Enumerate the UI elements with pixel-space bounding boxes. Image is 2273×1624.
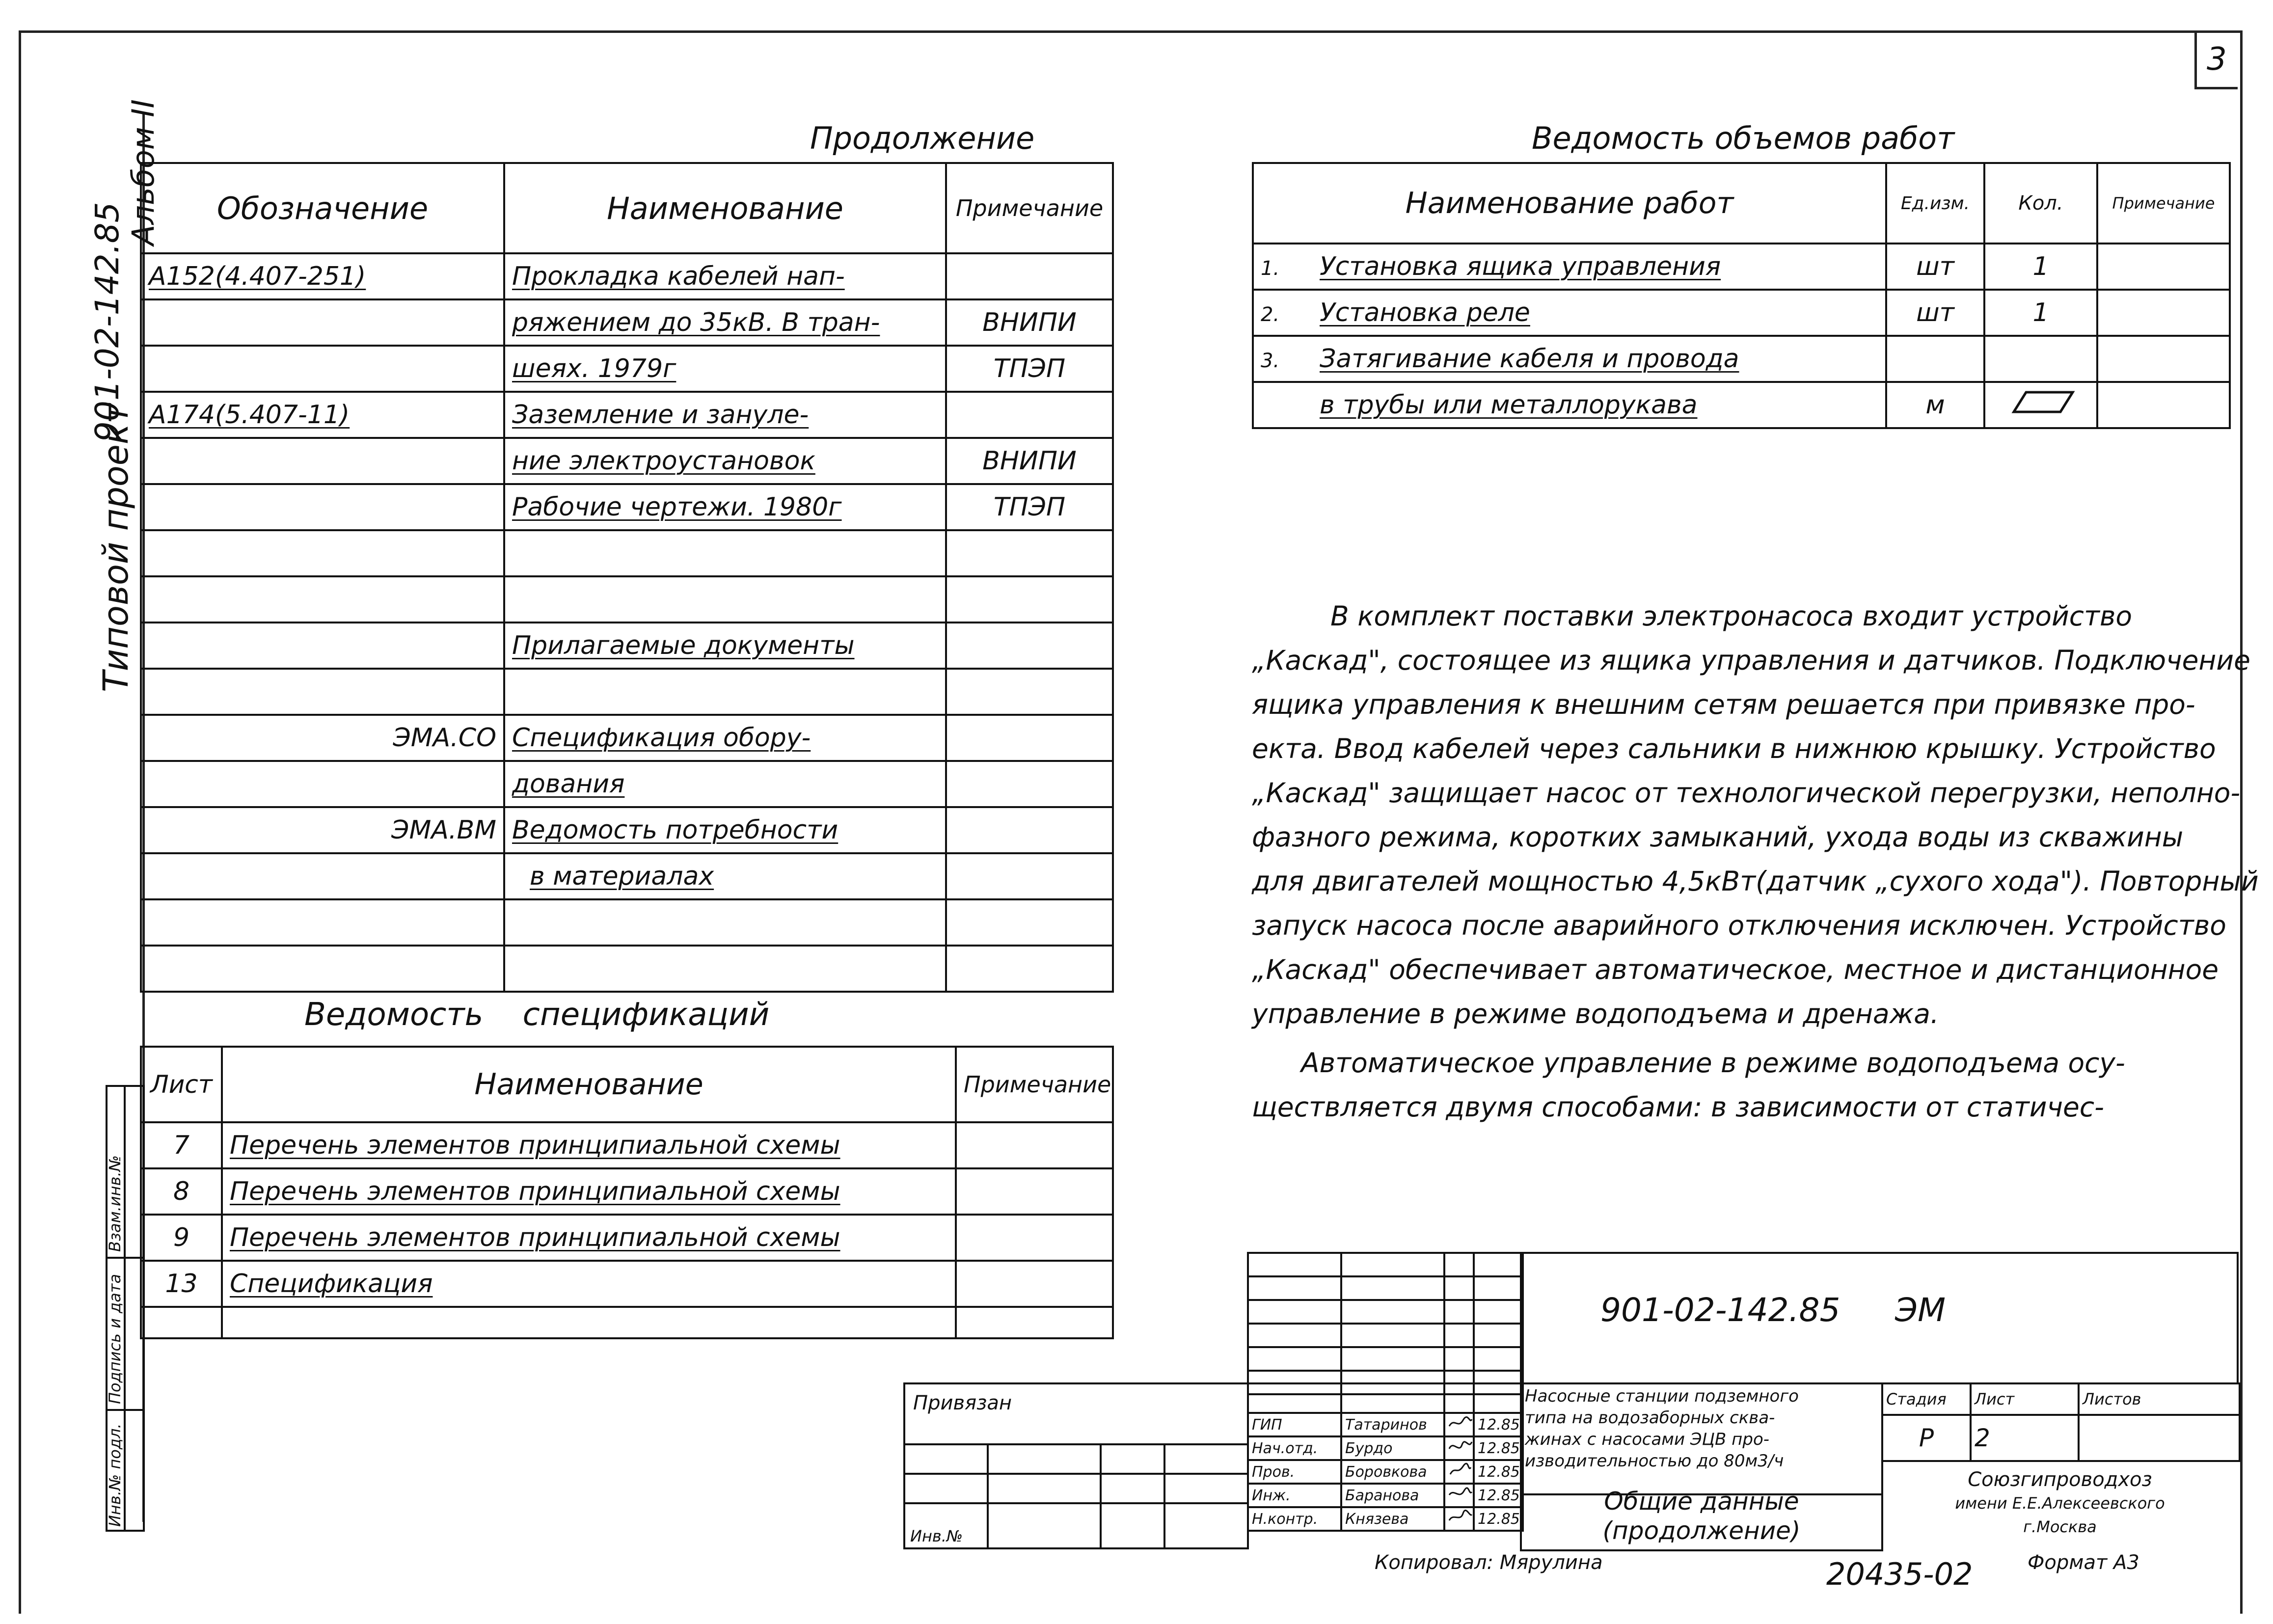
podpis-data-label: Подпись и дата bbox=[106, 1273, 124, 1404]
cell bbox=[141, 392, 504, 438]
left-strip-line bbox=[106, 1409, 145, 1411]
description-line: „Каскад" защищает насос от технологической перегрузки, неполно- bbox=[1252, 777, 2241, 809]
privyazan-label: Привязан bbox=[913, 1392, 1012, 1414]
header-name: Наименование bbox=[504, 163, 946, 253]
table-row bbox=[141, 392, 1113, 438]
section-code: ЭМ bbox=[1895, 1291, 1946, 1329]
organization bbox=[1881, 1468, 2239, 1539]
cell bbox=[1248, 1300, 1341, 1324]
cell bbox=[222, 1168, 956, 1215]
signer-row bbox=[1248, 1413, 1523, 1436]
header-work-name: Наименование работ bbox=[1253, 163, 1886, 244]
signer-name: Боровкова bbox=[1341, 1460, 1444, 1484]
header-unit: Ед.изм. bbox=[1886, 163, 1984, 244]
table-row bbox=[141, 253, 1113, 299]
cell bbox=[1444, 1383, 1474, 1413]
cell bbox=[946, 761, 1113, 807]
table-row bbox=[1248, 1383, 1523, 1413]
cell bbox=[141, 346, 504, 392]
cell: 9 bbox=[141, 1215, 222, 1261]
cell bbox=[1253, 290, 1886, 336]
signature bbox=[1444, 1484, 1474, 1507]
inv-no-label: Инв.№ bbox=[910, 1527, 963, 1545]
table-row bbox=[1253, 244, 2230, 290]
cell: ЭМА.СО bbox=[141, 715, 504, 761]
cell-text: Перечень элементов принципиальной схемы bbox=[230, 1131, 840, 1160]
cell bbox=[222, 1215, 956, 1261]
description-line: ществляется двумя способами: в зависимости от статичес- bbox=[1252, 1091, 2104, 1123]
cell-text: шеях. 1979г bbox=[512, 354, 676, 383]
signature-icon bbox=[1448, 1439, 1473, 1454]
signer-date: 12.85 bbox=[1474, 1460, 1523, 1484]
cell bbox=[1984, 382, 2097, 428]
project-desc-line: Насосные станции подземного bbox=[1525, 1386, 1799, 1406]
cell bbox=[946, 715, 1113, 761]
cell: 8 bbox=[141, 1168, 222, 1215]
cell-text: ние электроустановок bbox=[512, 446, 815, 476]
cell-text: Рабочие чертежи. 1980г bbox=[512, 492, 842, 522]
cell bbox=[2097, 382, 2230, 428]
sheets-value bbox=[2079, 1415, 2240, 1461]
cell bbox=[1248, 1276, 1341, 1300]
table-row bbox=[1248, 1324, 1523, 1347]
cell bbox=[141, 669, 504, 715]
cell bbox=[504, 807, 946, 853]
table-row bbox=[1882, 1383, 2240, 1415]
cell bbox=[956, 1168, 1113, 1215]
description-line: В комплект поставки электронасоса входит устройство bbox=[1330, 600, 2133, 632]
cell bbox=[1341, 1383, 1444, 1413]
stage-label: Стадия bbox=[1882, 1383, 1971, 1415]
cell bbox=[1444, 1347, 1474, 1371]
description-text bbox=[1252, 594, 2259, 1129]
cell bbox=[946, 623, 1113, 669]
cell: м bbox=[1886, 382, 1984, 428]
cell bbox=[1444, 1276, 1474, 1300]
cell: шт bbox=[1886, 244, 1984, 290]
description-line: Автоматическое управление в режиме водоподъема осу- bbox=[1301, 1047, 2125, 1079]
cell bbox=[504, 623, 946, 669]
cell-text: А152(4.407-251) bbox=[149, 262, 366, 291]
cell bbox=[1474, 1383, 1523, 1413]
cell-text: Перечень элементов принципиальной схемы bbox=[230, 1223, 840, 1252]
signer-date: 12.85 bbox=[1474, 1507, 1523, 1531]
privyazan-grid-h bbox=[903, 1502, 1249, 1504]
vzam-inv-label: Взам.инв.№ bbox=[106, 1155, 124, 1252]
stage-table bbox=[1881, 1382, 2241, 1462]
cell bbox=[946, 853, 1113, 899]
cell bbox=[141, 853, 504, 899]
cell bbox=[504, 299, 946, 346]
cell-text: Прилагаемые документы bbox=[512, 631, 855, 660]
cell bbox=[141, 484, 504, 530]
signers-table bbox=[1247, 1382, 1524, 1532]
cell bbox=[1253, 244, 1886, 290]
header-sheet: Лист bbox=[141, 1047, 222, 1122]
organization-line: имени Е.Е.Алексеевского bbox=[1955, 1494, 2165, 1513]
header-designation: Обозначение bbox=[141, 163, 504, 253]
cell bbox=[2097, 290, 2230, 336]
cell-text: Установка реле bbox=[1320, 298, 1530, 327]
signer-role: Н.контр. bbox=[1248, 1507, 1341, 1531]
table-row bbox=[141, 576, 1113, 623]
organization-line: Союзгипроводхоз bbox=[1968, 1468, 2152, 1491]
cell bbox=[1474, 1324, 1523, 1347]
table-row bbox=[141, 299, 1113, 346]
cell: шт bbox=[1886, 290, 1984, 336]
cell-text: А174(5.407-11) bbox=[149, 400, 350, 430]
signer-row bbox=[1248, 1436, 1523, 1460]
continuation-table bbox=[140, 162, 1114, 993]
works-caption: Ведомость объемов работ bbox=[1532, 120, 1955, 156]
cell bbox=[222, 1261, 956, 1307]
signature-icon bbox=[1448, 1415, 1473, 1430]
table-row bbox=[141, 346, 1113, 392]
signer-name: Бурдо bbox=[1341, 1436, 1444, 1460]
stage-value: Р bbox=[1882, 1415, 1971, 1461]
cell: 13 bbox=[141, 1261, 222, 1307]
quantity-scribble-icon bbox=[2004, 387, 2078, 417]
project-desc-line: жинах с насосами ЭЦВ про- bbox=[1525, 1430, 1770, 1449]
cell bbox=[1253, 382, 1886, 428]
table-row bbox=[141, 807, 1113, 853]
signer-row bbox=[1248, 1507, 1523, 1531]
cell bbox=[141, 761, 504, 807]
sheet-title bbox=[1520, 1487, 1883, 1545]
header-qty: Кол. bbox=[1984, 163, 2097, 244]
cell bbox=[141, 299, 504, 346]
cell-text: Заземление и зануле- bbox=[512, 400, 809, 430]
cell bbox=[2097, 336, 2230, 382]
table-row bbox=[1253, 382, 2230, 428]
cell-text: дования bbox=[512, 769, 625, 799]
organization-line: г.Москва bbox=[2023, 1517, 2097, 1536]
row-number: 1. bbox=[1261, 257, 1280, 280]
cell bbox=[141, 576, 504, 623]
description-line: „Каскад", состоящее из ящика управления и датчиков. Подключение bbox=[1252, 645, 2250, 676]
signer-date: 12.85 bbox=[1474, 1436, 1523, 1460]
cell bbox=[141, 899, 504, 946]
inv-podl-label: Инв.№ подл. bbox=[106, 1423, 124, 1527]
table-row bbox=[1253, 290, 2230, 336]
cell bbox=[946, 946, 1113, 992]
signature bbox=[1444, 1436, 1474, 1460]
cell bbox=[946, 530, 1113, 576]
cell-text: ряжением до 35кВ. В тран- bbox=[512, 308, 880, 337]
signature-icon bbox=[1448, 1486, 1473, 1501]
cell bbox=[504, 392, 946, 438]
description-line: запуск насоса после аварийного отключения исключен. Устройство bbox=[1252, 910, 2226, 941]
sheet-label: Лист bbox=[1971, 1383, 2079, 1415]
sheet-title-line: Общие данные bbox=[1604, 1487, 1799, 1516]
cell: ВНИПИ bbox=[946, 438, 1113, 484]
row-number: 2. bbox=[1261, 303, 1280, 326]
signer-row bbox=[1248, 1484, 1523, 1507]
cell bbox=[504, 438, 946, 484]
cell bbox=[504, 715, 946, 761]
doc-code: 901-02-142.85 bbox=[1600, 1291, 1840, 1329]
privyazan-grid-h bbox=[903, 1443, 1249, 1445]
left-strip-line bbox=[106, 1257, 145, 1259]
cell-text: в материалах bbox=[530, 862, 714, 891]
cell-text: Перечень элементов принципиальной схемы bbox=[230, 1177, 840, 1206]
cell bbox=[1444, 1253, 1474, 1276]
cell: ВНИПИ bbox=[946, 299, 1113, 346]
change-registry-upper bbox=[1247, 1252, 1524, 1395]
page-number: 3 bbox=[2207, 41, 2227, 78]
table-row bbox=[141, 623, 1113, 669]
header-note: Примечание bbox=[2097, 163, 2230, 244]
cell-text: Затягивание кабеля и провода bbox=[1320, 344, 1739, 374]
cell bbox=[504, 484, 946, 530]
description-line: ящика управления к внешним сетям решается при привязке про- bbox=[1252, 689, 2195, 720]
table-row bbox=[1882, 1415, 2240, 1461]
cell-text: Спецификация bbox=[230, 1269, 433, 1299]
table-row bbox=[1248, 1347, 1523, 1371]
cell bbox=[946, 392, 1113, 438]
cell bbox=[1341, 1347, 1444, 1371]
cell bbox=[1341, 1324, 1444, 1347]
cell bbox=[1444, 1324, 1474, 1347]
cell bbox=[1341, 1276, 1444, 1300]
signature-icon bbox=[1448, 1462, 1473, 1477]
cell bbox=[1474, 1347, 1523, 1371]
cell bbox=[1341, 1253, 1444, 1276]
table-row bbox=[1248, 1276, 1523, 1300]
cell: ЭМА.ВМ bbox=[141, 807, 504, 853]
cell bbox=[1253, 336, 1886, 382]
table-row bbox=[141, 530, 1113, 576]
cell bbox=[141, 946, 504, 992]
header-note: Примечание bbox=[956, 1047, 1113, 1122]
cell bbox=[1248, 1383, 1341, 1413]
cell bbox=[504, 669, 946, 715]
cell bbox=[141, 623, 504, 669]
spec-caption: Ведомость спецификаций bbox=[304, 997, 770, 1033]
project-desc-line: изводительностью до 80м3/ч bbox=[1525, 1451, 1784, 1471]
signer-role: Инж. bbox=[1248, 1484, 1341, 1507]
continuation-caption: Продолжение bbox=[810, 120, 1035, 156]
privyazan-grid-v bbox=[1100, 1443, 1102, 1549]
table-row bbox=[141, 715, 1113, 761]
cell bbox=[946, 807, 1113, 853]
cell bbox=[504, 253, 946, 299]
signature-icon bbox=[1448, 1510, 1473, 1524]
table-row bbox=[141, 438, 1113, 484]
table-row bbox=[1248, 1253, 1523, 1276]
cell bbox=[222, 1307, 956, 1338]
signature bbox=[1444, 1460, 1474, 1484]
side-album: Альбом II bbox=[125, 99, 161, 245]
table-row bbox=[141, 1122, 1113, 1168]
header-name: Наименование bbox=[222, 1047, 956, 1122]
cell bbox=[2097, 244, 2230, 290]
cell bbox=[1444, 1300, 1474, 1324]
cell: 7 bbox=[141, 1122, 222, 1168]
cell bbox=[1341, 1300, 1444, 1324]
table-row bbox=[1253, 336, 2230, 382]
description-line: управление в режиме водоподъема и дренажа. bbox=[1252, 998, 1939, 1029]
side-code: 901-02-142.85 bbox=[88, 202, 126, 442]
cell bbox=[141, 530, 504, 576]
table-row bbox=[141, 1168, 1113, 1215]
cell bbox=[222, 1122, 956, 1168]
cell: ТПЭП bbox=[946, 484, 1113, 530]
cell bbox=[946, 576, 1113, 623]
side-project: Типовой проект bbox=[96, 404, 136, 692]
cell bbox=[946, 899, 1113, 946]
header-note: Примечание bbox=[946, 163, 1113, 253]
cell bbox=[141, 1307, 222, 1338]
cell bbox=[1474, 1300, 1523, 1324]
cell bbox=[956, 1122, 1113, 1168]
format-label: Формат А3 bbox=[2028, 1551, 2139, 1574]
works-table bbox=[1252, 162, 2231, 429]
signer-row bbox=[1248, 1460, 1523, 1484]
copied-by: Копировал: Мярулина bbox=[1375, 1551, 1603, 1574]
sheet-title-line: (продолжение) bbox=[1602, 1516, 1801, 1545]
cell bbox=[504, 761, 946, 807]
table-row bbox=[141, 853, 1113, 899]
sheet-value: 2 bbox=[1971, 1415, 2079, 1461]
cell bbox=[1248, 1324, 1341, 1347]
cell bbox=[1984, 336, 2097, 382]
cell bbox=[946, 669, 1113, 715]
signer-role: Нач.отд. bbox=[1248, 1436, 1341, 1460]
cell-text: Спецификация обору- bbox=[512, 723, 811, 753]
cell bbox=[1886, 336, 1984, 382]
cell bbox=[141, 253, 504, 299]
table-row bbox=[141, 761, 1113, 807]
table-row bbox=[141, 669, 1113, 715]
cell bbox=[946, 253, 1113, 299]
table-row bbox=[1248, 1300, 1523, 1324]
signer-date: 12.85 bbox=[1474, 1413, 1523, 1436]
cell: ТПЭП bbox=[946, 346, 1113, 392]
description-line: „Каскад" обеспечивает автоматическое, местное и дистанционное bbox=[1252, 954, 2219, 985]
signer-name: Татаринов bbox=[1341, 1413, 1444, 1436]
signer-name: Князева bbox=[1341, 1507, 1444, 1531]
privyazan-grid-v bbox=[1164, 1443, 1165, 1549]
title-block bbox=[903, 1252, 2239, 1551]
cell-text: Установка ящика управления bbox=[1320, 252, 1721, 281]
project-desc bbox=[1525, 1385, 1799, 1472]
signature bbox=[1444, 1507, 1474, 1531]
description-line: для двигателей мощностью 4,5кВт(датчик „сухого хода"). Повторный bbox=[1252, 866, 2259, 897]
row-number: 3. bbox=[1261, 350, 1280, 372]
cell bbox=[1248, 1347, 1341, 1371]
archive-number: 20435-02 bbox=[1826, 1556, 1973, 1592]
table-row bbox=[141, 899, 1113, 946]
cell bbox=[504, 530, 946, 576]
cell bbox=[141, 438, 504, 484]
cell bbox=[1248, 1253, 1341, 1276]
description-line: екта. Ввод кабелей через сальники в нижнюю крышку. Устройство bbox=[1252, 733, 2216, 764]
cell bbox=[504, 899, 946, 946]
table-row bbox=[141, 484, 1113, 530]
cell bbox=[1474, 1253, 1523, 1276]
cell-text: в трубы или металлорукава bbox=[1320, 390, 1698, 420]
cell bbox=[504, 946, 946, 992]
cell bbox=[504, 576, 946, 623]
cell bbox=[504, 853, 946, 899]
sheets-label: Листов bbox=[2079, 1383, 2240, 1415]
project-desc-line: типа на водозаборных сква- bbox=[1525, 1408, 1775, 1428]
description-line: фазного режима, коротких замыканий, ухода воды из скважины bbox=[1252, 821, 2184, 853]
signer-role: Пров. bbox=[1248, 1460, 1341, 1484]
cell bbox=[1474, 1276, 1523, 1300]
signature bbox=[1444, 1413, 1474, 1436]
privyazan-grid-v bbox=[987, 1443, 989, 1549]
cell bbox=[504, 346, 946, 392]
signer-name: Баранова bbox=[1341, 1484, 1444, 1507]
privyazan-grid-h bbox=[903, 1473, 1249, 1475]
table-row bbox=[141, 946, 1113, 992]
cell: 1 bbox=[1984, 244, 2097, 290]
cell-text: Ведомость потребности bbox=[512, 815, 839, 845]
signer-role: ГИП bbox=[1248, 1413, 1341, 1436]
cell-text: Прокладка кабелей нап- bbox=[512, 262, 845, 291]
cell: 1 bbox=[1984, 290, 2097, 336]
signer-date: 12.85 bbox=[1474, 1484, 1523, 1507]
